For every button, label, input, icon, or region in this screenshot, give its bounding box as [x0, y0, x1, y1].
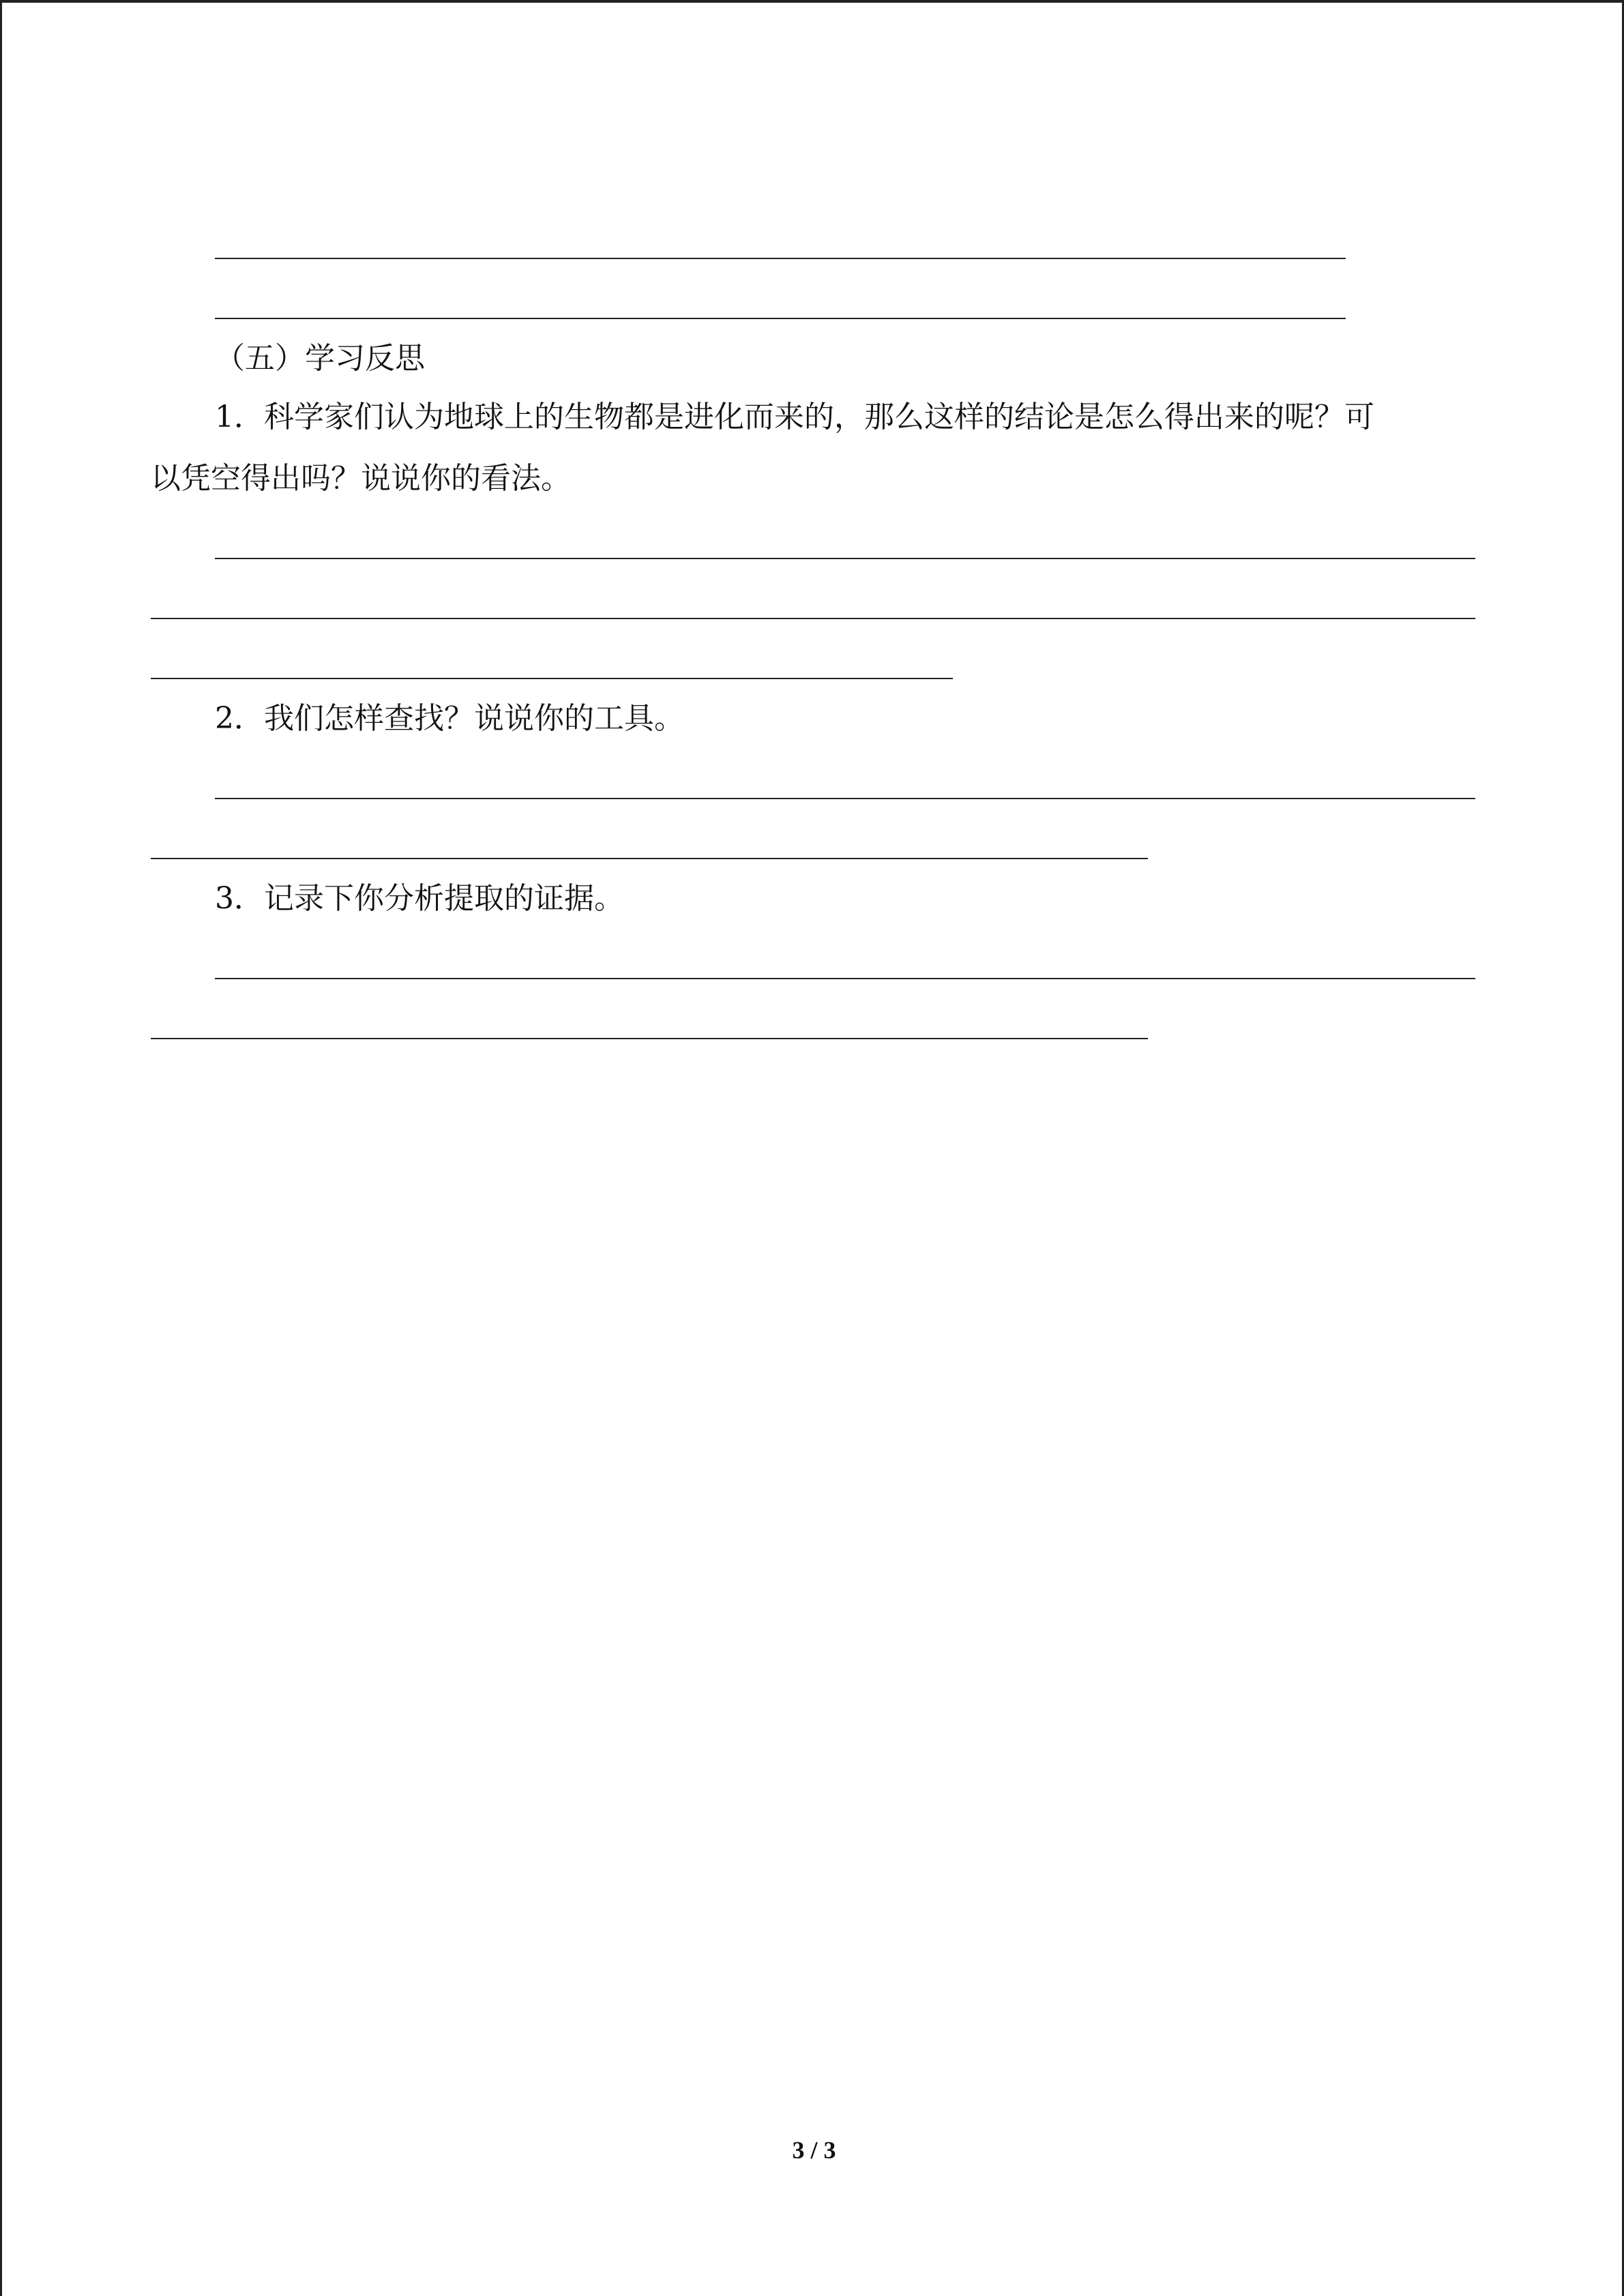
answer-line: [215, 558, 1475, 559]
page-number: 3 / 3: [792, 2136, 836, 2164]
answer-line: [151, 858, 1148, 859]
question-1-line-2: 以凭空得出吗？说说你的看法。: [151, 461, 571, 496]
answer-line: [151, 678, 953, 679]
answer-line: [215, 978, 1475, 979]
answer-line: [151, 1038, 1148, 1039]
section-heading: （五）学习反思: [215, 341, 425, 376]
answer-line: [215, 318, 1346, 319]
question-3: 3．记录下你分析提取的证据。: [215, 881, 624, 916]
answer-line: [215, 798, 1475, 799]
question-1-line-1: 1．科学家们认为地球上的生物都是进化而来的，那么这样的结论是怎么得出来的呢？可: [215, 400, 1374, 434]
question-2: 2．我们怎样查找？说说你的工具。: [215, 701, 684, 736]
answer-line: [215, 258, 1346, 259]
answer-line: [151, 618, 1475, 619]
